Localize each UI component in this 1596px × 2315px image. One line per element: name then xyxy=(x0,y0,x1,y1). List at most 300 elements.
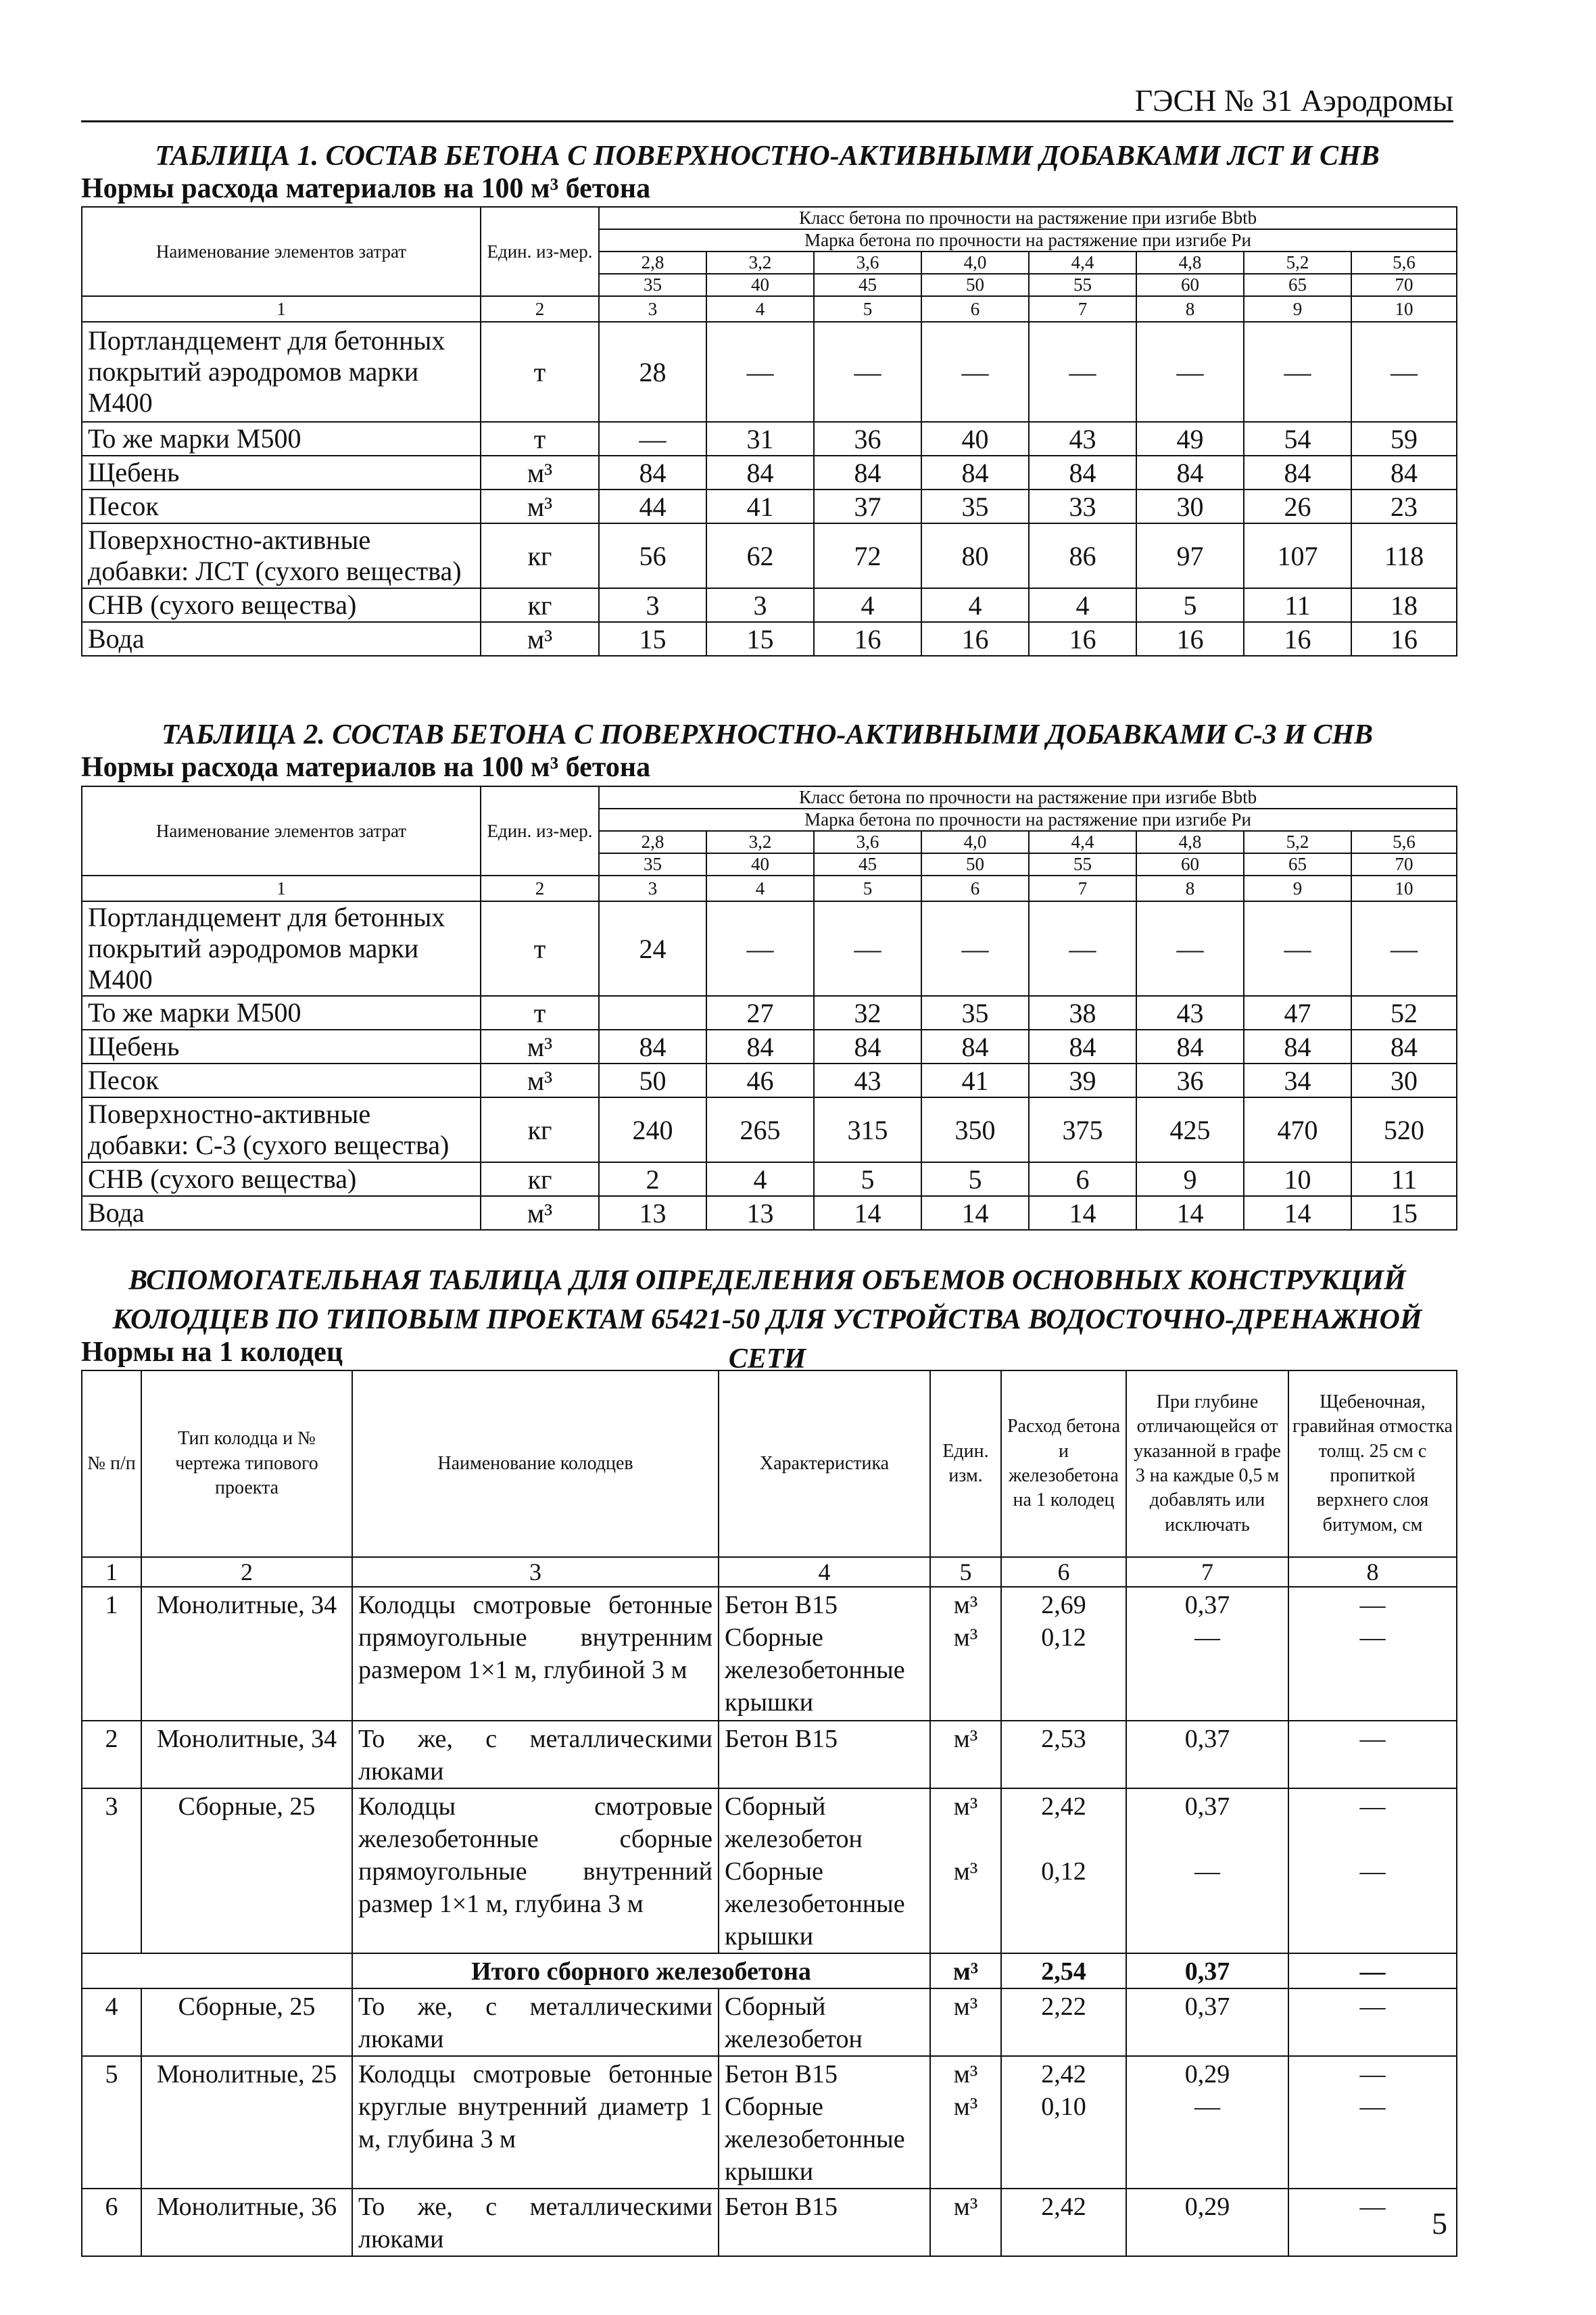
row-name: Песок xyxy=(82,1064,481,1097)
row-number: 3 xyxy=(82,1788,141,1953)
characteristic-line: Бетон В15 xyxy=(725,2060,838,2089)
row-value: 84 xyxy=(599,456,706,490)
row-value: 14 xyxy=(1136,1196,1244,1230)
col-unit-header: Един. из-мер. xyxy=(481,207,599,296)
row-value: 43 xyxy=(1029,422,1136,456)
column-number: 4 xyxy=(706,296,814,322)
row-value: 6 xyxy=(1029,1162,1136,1196)
column-number: 6 xyxy=(1001,1557,1126,1587)
mark-value: 35 xyxy=(599,853,706,876)
mark-value: 70 xyxy=(1351,274,1457,296)
characteristic xyxy=(719,1721,930,1788)
header-text: ГЭСН № 31 Аэродромы xyxy=(1134,83,1453,118)
row-value: 3 xyxy=(599,588,706,622)
row-value: 37 xyxy=(814,490,921,523)
row-unit: м³ xyxy=(481,456,599,490)
unit xyxy=(930,2056,1001,2189)
well-name: Колодцы смотровые железобетонные сборные прямоугольные внутренний размер 1×1 м, глубина 3 м xyxy=(352,1788,719,1953)
unit-line: м³ xyxy=(953,2193,978,2221)
depth-rate-line: — xyxy=(1194,1857,1220,1886)
well-name: Колодцы смотровые бетонные прямоугольные внутренним размером 1×1 м, глубиной 3 м xyxy=(352,1587,719,1721)
well-type: Монолитные, 36 xyxy=(141,2189,352,2256)
page-number: 5 xyxy=(1432,2206,1447,2241)
table-row xyxy=(82,588,1457,622)
table2-subtitle: Нормы расхода материалов на 100 м³ бетона xyxy=(81,752,651,783)
gravel xyxy=(1288,1587,1457,1721)
well-type: Сборные, 25 xyxy=(141,1988,352,2056)
row-value: 26 xyxy=(1244,490,1351,523)
row-number: 4 xyxy=(82,1988,141,2056)
row-value: 62 xyxy=(706,523,814,588)
row-value: 240 xyxy=(599,1097,706,1162)
depth-rate xyxy=(1126,1988,1288,2056)
column-header: Характеристика xyxy=(719,1370,930,1557)
rate xyxy=(1001,2056,1126,2189)
unit xyxy=(930,2189,1001,2256)
row-value: — xyxy=(921,322,1029,422)
depth-rate xyxy=(1126,1587,1288,1721)
column-number: 5 xyxy=(814,296,921,322)
unit xyxy=(930,1587,1001,1721)
table-row xyxy=(82,456,1457,490)
row-value: 23 xyxy=(1351,490,1457,523)
row-value: 59 xyxy=(1351,422,1457,456)
row-value: 14 xyxy=(1244,1196,1351,1230)
row-name: Портландцемент для бетонных покрытий аэродромов марки М400 xyxy=(82,322,481,422)
row-unit: кг xyxy=(481,523,599,588)
row-value: 84 xyxy=(1244,456,1351,490)
class-value: 3,6 xyxy=(814,831,921,853)
row-unit: кг xyxy=(481,588,599,622)
depth-rate-line: 0,37 xyxy=(1184,1725,1230,1753)
row-value: 470 xyxy=(1244,1097,1351,1162)
gravel xyxy=(1288,1788,1457,1953)
row-value: 33 xyxy=(1029,490,1136,523)
row-value: 5 xyxy=(1136,588,1244,622)
row-value: 4 xyxy=(706,1162,814,1196)
column-number: 8 xyxy=(1288,1557,1457,1587)
row-value: 4 xyxy=(1029,588,1136,622)
row-value: 14 xyxy=(921,1196,1029,1230)
row-value: 27 xyxy=(706,996,814,1030)
row-number: 2 xyxy=(82,1721,141,1788)
mark-value: 35 xyxy=(599,274,706,296)
row-value: 36 xyxy=(814,422,921,456)
row-value: 28 xyxy=(599,322,706,422)
row-value: 4 xyxy=(814,588,921,622)
characteristic xyxy=(719,1988,930,2056)
row-value: 30 xyxy=(1351,1064,1457,1097)
rate-line: 2,42 xyxy=(1041,2193,1086,2221)
row-value: — xyxy=(1351,322,1457,422)
row-value: — xyxy=(1351,901,1457,996)
row-value: 36 xyxy=(1136,1064,1244,1097)
row-unit: т xyxy=(481,901,599,996)
rate xyxy=(1001,1988,1126,2056)
table-row xyxy=(82,1788,1457,1953)
class-value: 5,2 xyxy=(1244,252,1351,274)
row-value: — xyxy=(814,322,921,422)
row-value: 54 xyxy=(1244,422,1351,456)
mark-value: 45 xyxy=(814,853,921,876)
rate-line: 0,10 xyxy=(1041,2093,1086,2121)
row-value: 43 xyxy=(814,1064,921,1097)
gravel-line: — xyxy=(1359,1591,1386,1619)
table2-title: ТАБЛИЦА 2. СОСТАВ БЕТОНА С ПОВЕРХНОСТНО-АКТИВНЫМИ ДОБАВКАМИ С-3 И СНВ xyxy=(161,719,1374,750)
column-header: Щебеночная, гравийная отмостка толщ. 25 см с пропиткой верхнего слоя битумом, см xyxy=(1288,1370,1457,1557)
depth-rate xyxy=(1126,1721,1288,1788)
column-number: 4 xyxy=(706,876,814,901)
row-value: 84 xyxy=(1029,1030,1136,1064)
row-name: Вода xyxy=(82,622,481,656)
depth-rate-line: 0,29 xyxy=(1184,2060,1230,2089)
table-row xyxy=(82,1162,1457,1196)
mark-value: 55 xyxy=(1029,274,1136,296)
row-value: 47 xyxy=(1244,996,1351,1030)
column-number: 1 xyxy=(82,876,481,901)
table-row xyxy=(82,1988,1457,2056)
column-number: 3 xyxy=(599,296,706,322)
table-row xyxy=(82,1064,1457,1097)
table1 xyxy=(81,206,1457,657)
gravel-line: — xyxy=(1359,2093,1386,2121)
row-value: 350 xyxy=(921,1097,1029,1162)
row-value: 38 xyxy=(1029,996,1136,1030)
rate-line: 2,69 xyxy=(1041,1591,1086,1619)
column-number: 4 xyxy=(719,1557,930,1587)
column-number: 5 xyxy=(930,1557,1001,1587)
class-header: Класс бетона по прочности на растяжение при изгибе Bbtb xyxy=(599,786,1457,809)
row-value: 15 xyxy=(1351,1196,1457,1230)
column-number: 7 xyxy=(1126,1557,1288,1587)
gravel-line: — xyxy=(1359,1857,1386,1886)
table-row xyxy=(82,422,1457,456)
table-row xyxy=(82,1097,1457,1162)
gravel xyxy=(1288,1721,1457,1788)
row-name: Щебень xyxy=(82,456,481,490)
unit-line: м³ xyxy=(953,1725,978,1753)
column-number-row xyxy=(82,296,1457,322)
unit xyxy=(930,1721,1001,1788)
row-value: 16 xyxy=(1136,622,1244,656)
gravel-line: — xyxy=(1359,1725,1386,1753)
row-value: 3 xyxy=(706,588,814,622)
table3 xyxy=(81,1370,1457,2257)
row-value: — xyxy=(706,322,814,422)
row-name: То же марки М500 xyxy=(82,996,481,1030)
row-value: 84 xyxy=(706,456,814,490)
row-value: 5 xyxy=(814,1162,921,1196)
rate-line: 2,22 xyxy=(1041,1992,1086,2021)
table-row xyxy=(82,2056,1457,2189)
row-unit: м³ xyxy=(481,1196,599,1230)
row-value: 41 xyxy=(921,1064,1029,1097)
column-header: Наименование колодцев xyxy=(352,1370,719,1557)
column-number: 8 xyxy=(1136,876,1244,901)
row-value: 16 xyxy=(1351,622,1457,656)
total-gravel: — xyxy=(1288,1953,1457,1988)
row-value: 84 xyxy=(706,1030,814,1064)
row-unit: т xyxy=(481,996,599,1030)
table-row xyxy=(82,1030,1457,1064)
table-row xyxy=(82,1721,1457,1788)
row-value: 52 xyxy=(1351,996,1457,1030)
row-value: 84 xyxy=(599,1030,706,1064)
row-value: 31 xyxy=(706,422,814,456)
mark-header: Марка бетона по прочности на растяжение при изгибе Pи xyxy=(599,229,1457,252)
row-value: 34 xyxy=(1244,1064,1351,1097)
well-name: То же, с металлическими люками xyxy=(352,2189,719,2256)
class-value: 4,4 xyxy=(1029,831,1136,853)
column-header: При глубине отличающейся от указанной в графе 3 на каждые 0,5 м добавлять или исключать xyxy=(1126,1370,1288,1557)
well-name: То же, с металлическими люками xyxy=(352,1721,719,1788)
row-unit: м³ xyxy=(481,622,599,656)
column-number: 6 xyxy=(921,876,1029,901)
row-value: 107 xyxy=(1244,523,1351,588)
table-row xyxy=(82,2189,1457,2256)
unit-line: м³ xyxy=(953,1623,978,1652)
row-value: 14 xyxy=(1029,1196,1136,1230)
row-value: 4 xyxy=(921,588,1029,622)
characteristic-line: Сборный железобетон xyxy=(725,1792,863,1853)
gravel-line: — xyxy=(1359,1623,1386,1652)
row-value: 49 xyxy=(1136,422,1244,456)
row-value: 13 xyxy=(706,1196,814,1230)
class-value: 3,2 xyxy=(706,831,814,853)
characteristic xyxy=(719,1788,930,1953)
row-value: — xyxy=(921,901,1029,996)
class-value: 4,8 xyxy=(1136,831,1244,853)
rate-line: 2,42 xyxy=(1041,1792,1086,1821)
table-row xyxy=(82,996,1457,1030)
row-name: СНВ (сухого вещества) xyxy=(82,588,481,622)
mark-value: 40 xyxy=(706,853,814,876)
rate-line: 0,12 xyxy=(1041,1623,1086,1652)
row-number: 6 xyxy=(82,2189,141,2256)
row-value: 18 xyxy=(1351,588,1457,622)
mark-value: 50 xyxy=(921,274,1029,296)
row-value: 35 xyxy=(921,490,1029,523)
rate-line: 2,42 xyxy=(1041,2060,1086,2089)
depth-rate xyxy=(1126,2056,1288,2189)
column-number: 9 xyxy=(1244,876,1351,901)
row-unit: м³ xyxy=(481,1030,599,1064)
row-value: 11 xyxy=(1351,1162,1457,1196)
row-value: 16 xyxy=(1029,622,1136,656)
table-row xyxy=(82,322,1457,422)
row-unit: кг xyxy=(481,1162,599,1196)
row-value: 520 xyxy=(1351,1097,1457,1162)
row-value: 84 xyxy=(921,1030,1029,1064)
gravel-line: — xyxy=(1359,2060,1386,2089)
table3-subtitle: Нормы на 1 колодец xyxy=(81,1337,343,1368)
table1-subtitle: Нормы расхода материалов на 100 м³ бетона xyxy=(81,173,651,204)
table3-title-line2: КОЛОДЦЕВ ПО ТИПОВЫМ ПРОЕКТАМ 65421-50 ДЛЯ УСТРОЙСТВА ВОДОСТОЧНО-ДРЕНАЖНОЙ СЕТИ xyxy=(112,1304,1422,1375)
row-value: 46 xyxy=(706,1064,814,1097)
row-number: 1 xyxy=(82,1587,141,1721)
unit-line: м³ xyxy=(953,1591,978,1619)
class-value: 5,6 xyxy=(1351,252,1457,274)
row-unit: м³ xyxy=(481,1064,599,1097)
column-header: Тип колодца и № чертежа типового проекта xyxy=(141,1370,352,1557)
row-value: 9 xyxy=(1136,1162,1244,1196)
gravel-line: — xyxy=(1359,1792,1386,1821)
row-value: 84 xyxy=(814,1030,921,1064)
row-value: — xyxy=(599,422,706,456)
well-name: То же, с металлическими люками xyxy=(352,1988,719,2056)
col-name-header: Наименование элементов затрат xyxy=(82,207,481,296)
rate-line: 2,53 xyxy=(1041,1725,1086,1753)
depth-rate-line: 0,37 xyxy=(1184,1992,1230,2021)
column-number: 8 xyxy=(1136,296,1244,322)
gravel-line: — xyxy=(1359,2193,1386,2221)
depth-rate-line: 0,37 xyxy=(1184,1792,1230,1821)
header-row xyxy=(82,207,1457,229)
row-value: — xyxy=(1244,322,1351,422)
row-value: 84 xyxy=(1136,1030,1244,1064)
column-header: Расход бетона и железобетона на 1 колодец xyxy=(1001,1370,1126,1557)
table-row xyxy=(82,901,1457,996)
row-value: 56 xyxy=(599,523,706,588)
class-value: 2,8 xyxy=(599,831,706,853)
row-value: 15 xyxy=(599,622,706,656)
row-value: 72 xyxy=(814,523,921,588)
characteristic-line: Сборные железобетонные крышки xyxy=(725,1857,905,1951)
column-number: 2 xyxy=(141,1557,352,1587)
depth-rate xyxy=(1126,1788,1288,1953)
row-value: 265 xyxy=(706,1097,814,1162)
depth-rate-line: 0,29 xyxy=(1184,2193,1230,2221)
class-value: 3,2 xyxy=(706,252,814,274)
total-row xyxy=(82,1953,1457,1988)
well-type: Сборные, 25 xyxy=(141,1788,352,1953)
row-name: То же марки М500 xyxy=(82,422,481,456)
row-value: — xyxy=(1029,901,1136,996)
row-unit: м³ xyxy=(481,490,599,523)
row-value: 118 xyxy=(1351,523,1457,588)
gravel xyxy=(1288,1988,1457,2056)
row-value: 14 xyxy=(814,1196,921,1230)
row-value: 84 xyxy=(1029,456,1136,490)
table-row xyxy=(82,523,1457,588)
rate xyxy=(1001,1587,1126,1721)
characteristic-line: Бетон В15 xyxy=(725,1591,838,1619)
row-value: — xyxy=(814,901,921,996)
row-value: 425 xyxy=(1136,1097,1244,1162)
table2 xyxy=(81,786,1457,1231)
table-row xyxy=(82,622,1457,656)
row-number: 5 xyxy=(82,2056,141,2189)
unit xyxy=(930,1788,1001,1953)
rate xyxy=(1001,1788,1126,1953)
row-value: 84 xyxy=(1351,456,1457,490)
row-value: 32 xyxy=(814,996,921,1030)
col-unit-header: Един. из-мер. xyxy=(481,786,599,876)
column-number: 1 xyxy=(82,1557,141,1587)
depth-rate-line: 0,37 xyxy=(1184,1591,1230,1619)
row-value: 375 xyxy=(1029,1097,1136,1162)
gravel-line: — xyxy=(1359,1992,1386,2021)
row-value: 10 xyxy=(1244,1162,1351,1196)
row-value: — xyxy=(1029,322,1136,422)
row-value: 5 xyxy=(921,1162,1029,1196)
mark-value: 55 xyxy=(1029,853,1136,876)
unit-line: м³ xyxy=(953,1857,978,1886)
characteristic-line: Сборные железобетонные крышки xyxy=(725,1623,905,1717)
row-value: 315 xyxy=(814,1097,921,1162)
row-unit: т xyxy=(481,322,599,422)
row-value: 16 xyxy=(1244,622,1351,656)
unit-line: м³ xyxy=(953,2093,978,2121)
class-value: 3,6 xyxy=(814,252,921,274)
table3-title-line1: ВСПОМОГАТЕЛЬНАЯ ТАБЛИЦА ДЛЯ ОПРЕДЕЛЕНИЯ ОБЪЕМОВ ОСНОВНЫХ КОНСТРУКЦИЙ xyxy=(128,1265,1406,1296)
row-name: Портландцемент для бетонных покрытий аэродромов марки М400 xyxy=(82,901,481,996)
gravel xyxy=(1288,2056,1457,2189)
well-name: Колодцы смотровые бетонные круглые внутренний диаметр 1 м, глубина 3 м xyxy=(352,2056,719,2189)
column-number: 5 xyxy=(814,876,921,901)
column-number: 3 xyxy=(352,1557,719,1587)
column-number: 2 xyxy=(481,296,599,322)
header-row xyxy=(82,1370,1457,1557)
col-name-header: Наименование элементов затрат xyxy=(82,786,481,876)
header-row xyxy=(82,786,1457,809)
row-name: Щебень xyxy=(82,1030,481,1064)
class-value: 5,2 xyxy=(1244,831,1351,853)
characteristic-line: Бетон В15 xyxy=(725,1725,838,1753)
unit xyxy=(930,1988,1001,2056)
row-value: 11 xyxy=(1244,588,1351,622)
table1-title: ТАБЛИЦА 1. СОСТАВ БЕТОНА С ПОВЕРХНОСТНО-АКТИВНЫМИ ДОБАВКАМИ ЛСТ И СНВ xyxy=(155,141,1380,172)
column-header: Един. изм. xyxy=(930,1370,1001,1557)
class-value: 2,8 xyxy=(599,252,706,274)
well-type: Монолитные, 34 xyxy=(141,1587,352,1721)
class-value: 5,6 xyxy=(1351,831,1457,853)
class-header: Класс бетона по прочности на растяжение при изгибе Bbtb xyxy=(599,207,1457,229)
mark-value: 70 xyxy=(1351,853,1457,876)
row-value: 44 xyxy=(599,490,706,523)
rate xyxy=(1001,1721,1126,1788)
mark-value: 65 xyxy=(1244,274,1351,296)
mark-value: 40 xyxy=(706,274,814,296)
characteristic-line: Сборный железобетон xyxy=(725,1992,863,2053)
total-rate: 2,54 xyxy=(1001,1953,1126,1988)
table-row xyxy=(82,490,1457,523)
mark-value: 50 xyxy=(921,853,1029,876)
row-name: Поверхностно-активные добавки: ЛСТ (сухого вещества) xyxy=(82,523,481,588)
mark-value: 65 xyxy=(1244,853,1351,876)
total-label: Итого сборного железобетона xyxy=(352,1953,930,1988)
mark-header: Марка бетона по прочности на растяжение при изгибе Pи xyxy=(599,809,1457,831)
well-type: Монолитные, 34 xyxy=(141,1721,352,1788)
unit-line: м³ xyxy=(953,1992,978,2021)
row-value: 41 xyxy=(706,490,814,523)
characteristic-line: Бетон В15 xyxy=(725,2193,838,2221)
row-value: 86 xyxy=(1029,523,1136,588)
column-number: 6 xyxy=(921,296,1029,322)
characteristic xyxy=(719,1587,930,1721)
column-number: 1 xyxy=(82,296,481,322)
table-row xyxy=(82,1196,1457,1230)
mark-value: 60 xyxy=(1136,853,1244,876)
characteristic xyxy=(719,2056,930,2189)
row-unit: кг xyxy=(481,1097,599,1162)
row-value: 84 xyxy=(1244,1030,1351,1064)
column-number: 7 xyxy=(1029,296,1136,322)
well-type: Монолитные, 25 xyxy=(141,2056,352,2189)
row-name: Поверхностно-активные добавки: С-3 (сухого вещества) xyxy=(82,1097,481,1162)
depth-rate xyxy=(1126,2189,1288,2256)
row-name: СНВ (сухого вещества) xyxy=(82,1162,481,1196)
